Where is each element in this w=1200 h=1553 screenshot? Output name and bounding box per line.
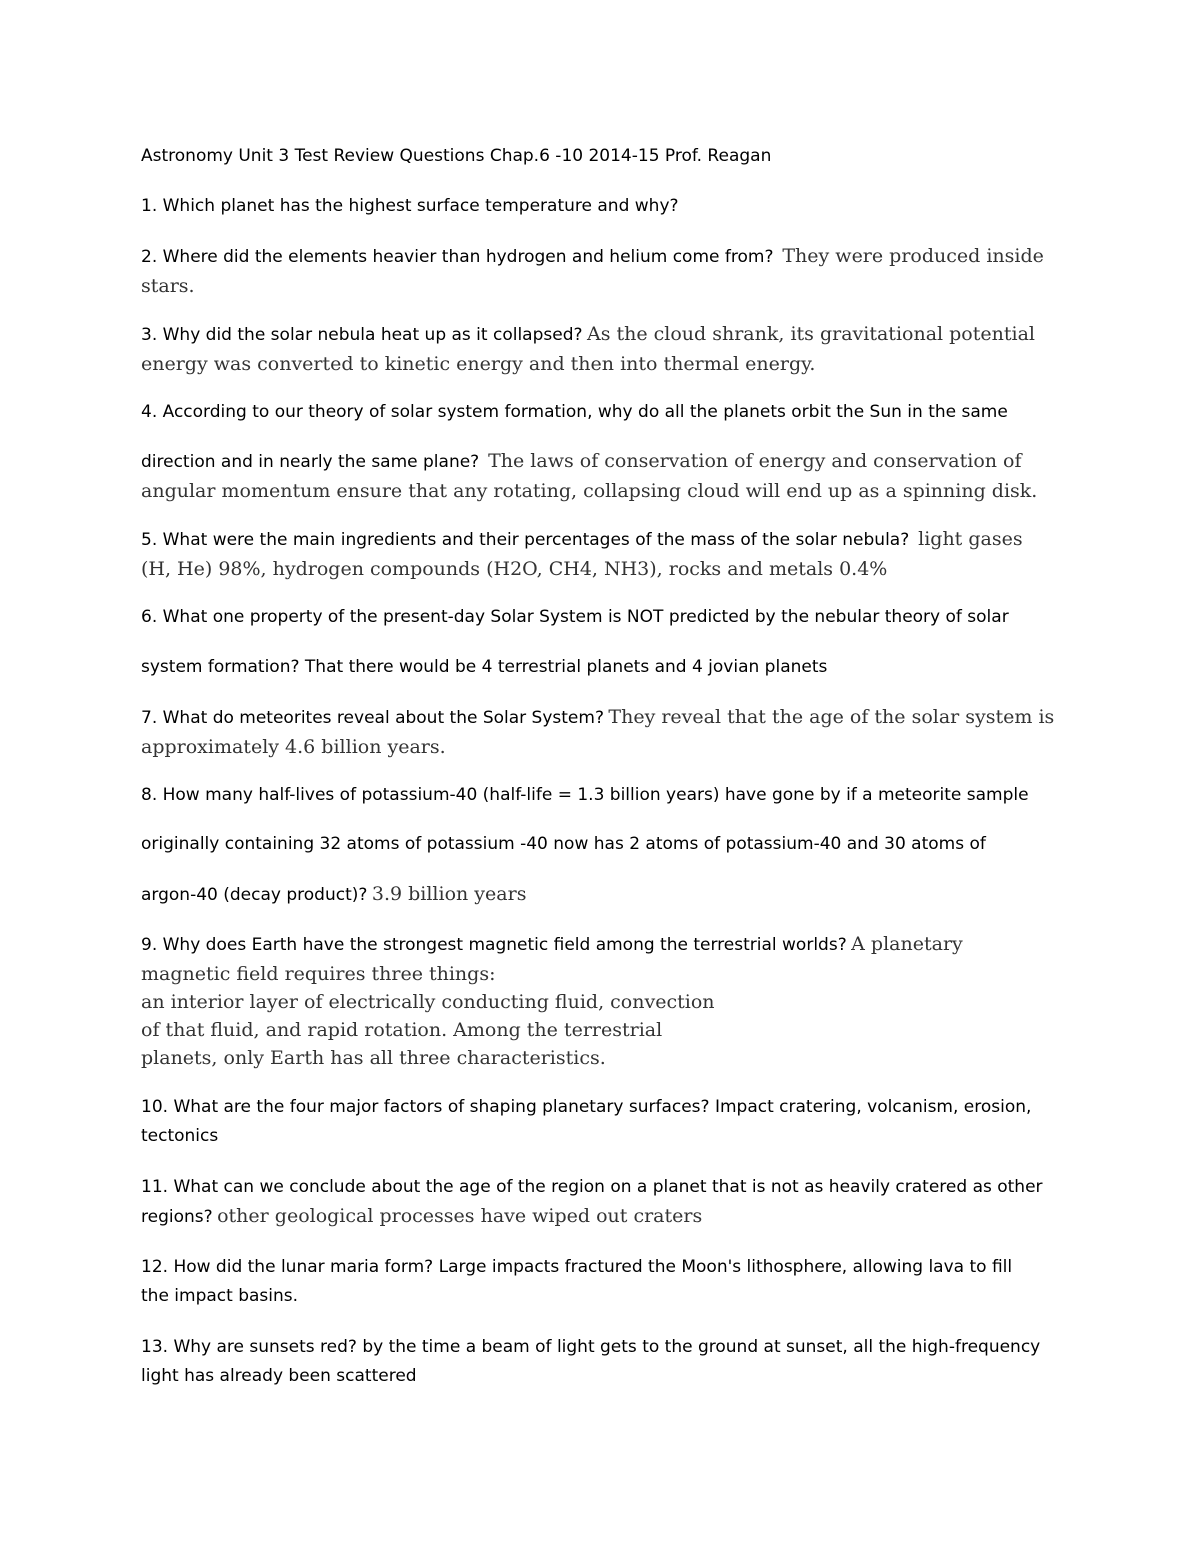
- question-11-line-2: regions?: [141, 1207, 213, 1227]
- question-1-text: 1. Which planet has the highest surface temperature and why?: [141, 196, 679, 216]
- question-7-text: 7. What do meteorites reveal about the Solar System?: [141, 708, 604, 728]
- question-5-text: 5. What were the main ingredients and their percentages of the mass of the solar nebula?: [141, 530, 910, 550]
- question-4-continued: [141, 447, 1071, 505]
- question-13: [141, 1333, 1071, 1391]
- answer-3-line-2: energy was converted to kinetic energy and then into thermal energy.: [141, 353, 816, 375]
- answer-9-line-3: an interior layer of electrically conducting fluid, convection: [141, 991, 715, 1013]
- answer-7-line-1: They reveal that the age of the solar system is: [608, 706, 1055, 728]
- question-3-text: 3. Why did the solar nebula heat up as it collapsed?: [141, 325, 583, 345]
- question-13-text: 13. Why are sunsets red?: [141, 1337, 357, 1357]
- answer-2-line-1: They were produced inside: [782, 245, 1044, 267]
- answer-7-line-2: approximately 4.6 billion years.: [141, 736, 446, 758]
- question-12-text: 12. How did the lunar maria form?: [141, 1257, 434, 1277]
- document-title: Astronomy Unit 3 Test Review Questions Chap.6 -10 2014-15 Prof. Reagan: [141, 146, 772, 166]
- answer-9-line-1: A planetary: [851, 933, 963, 955]
- question-10-text: 10. What are the four major factors of shaping planetary surfaces?: [141, 1097, 710, 1117]
- answer-12-line-2: the impact basins.: [141, 1286, 299, 1306]
- question-8-line-3: argon-40 (decay product)?: [141, 885, 368, 905]
- question-6-continued: [141, 653, 1071, 682]
- question-5: [141, 525, 1071, 583]
- question-6-line-1: 6. What one property of the present-day Solar System is NOT predicted by the nebular theory of solar: [141, 607, 1009, 627]
- answer-11: other geological processes have wiped out craters: [217, 1205, 703, 1227]
- question-8-continued: [141, 880, 1071, 910]
- answer-6: That there would be 4 terrestrial planets and 4 jovian planets: [304, 657, 828, 677]
- question-9-text: 9. Why does Earth have the strongest magnetic field among the terrestrial worlds?: [141, 935, 847, 955]
- question-6-line-2: system formation?: [141, 657, 300, 677]
- question-11: [141, 1173, 1071, 1232]
- answer-4-line-1: The laws of conservation of energy and conservation of: [488, 450, 1022, 472]
- question-11-line-1: 11. What can we conclude about the age of the region on a planet that is not as heavily cratered as other: [141, 1177, 1043, 1197]
- answer-9-line-5: planets, only Earth has all three characteristics.: [141, 1047, 606, 1069]
- answer-8: 3.9 billion years: [371, 883, 527, 905]
- question-10: [141, 1093, 1071, 1151]
- answer-13-line-2: light has already been scattered: [141, 1366, 417, 1386]
- question-6: [141, 603, 1071, 632]
- question-3: [141, 320, 1071, 378]
- answer-9-line-4: of that fluid, and rapid rotation. Among the terrestrial: [141, 1019, 663, 1041]
- question-4-line-2: direction and in nearly the same plane?: [141, 452, 480, 472]
- question-12: [141, 1253, 1071, 1311]
- question-7: [141, 703, 1071, 761]
- answer-13-line-1: by the time a beam of light gets to the ground at sunset, all the high-frequency: [362, 1337, 1041, 1357]
- answer-10-line-2: tectonics: [141, 1126, 219, 1146]
- answer-5-line-2: (H, He) 98%, hydrogen compounds (H2O, CH4, NH3), rocks and metals 0.4%: [141, 558, 888, 580]
- answer-4-line-2: angular momentum ensure that any rotating, collapsing cloud will end up as a spinning disk.: [141, 480, 1038, 502]
- question-8-line-2-block: [141, 830, 1071, 859]
- question-4: [141, 398, 1071, 427]
- question-4-line-1: 4. According to our theory of solar system formation, why do all the planets orbit the Sun in the same: [141, 402, 1008, 422]
- question-2-text: 2. Where did the elements heavier than hydrogen and helium come from?: [141, 247, 774, 267]
- answer-2-line-2: stars.: [141, 275, 195, 297]
- question-9: [141, 930, 1071, 1072]
- question-2: [141, 242, 1071, 300]
- answer-10-line-1: Impact cratering, volcanism, erosion,: [714, 1097, 1032, 1117]
- answer-5-line-1: light gases: [918, 528, 1023, 550]
- question-8-line-2: originally containing 32 atoms of potassium -40 now has 2 atoms of potassium-40 and 30 atoms of: [141, 834, 986, 854]
- answer-9-line-2: magnetic field requires three things:: [141, 963, 496, 985]
- question-1: [141, 192, 1071, 221]
- answer-3-line-1: As the cloud shrank, its gravitational potential: [586, 323, 1035, 345]
- answer-12-line-1: Large impacts fractured the Moon's lithosphere, allowing lava to fill: [438, 1257, 1013, 1277]
- question-8: [141, 781, 1071, 810]
- question-8-line-1: 8. How many half-lives of potassium-40 (half-life = 1.3 billion years) have gone by if a meteorite sample: [141, 785, 1029, 805]
